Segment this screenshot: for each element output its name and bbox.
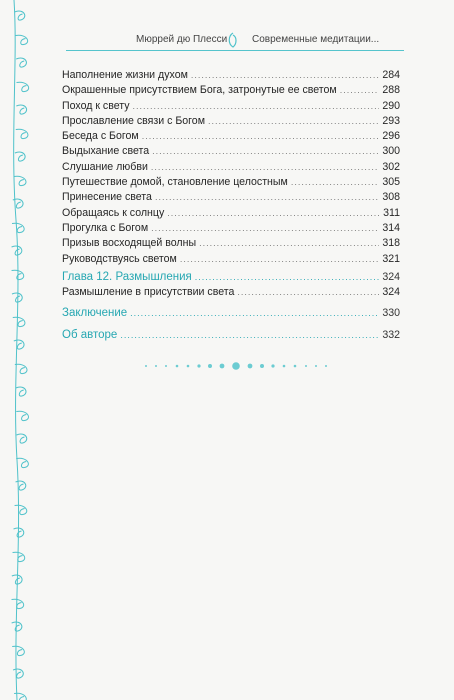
vine-leaf-icon bbox=[15, 152, 25, 161]
toc-entry-title: Размышление в присутствии света bbox=[62, 286, 235, 299]
leader-dots bbox=[130, 306, 379, 321]
vine-leaf-icon bbox=[13, 199, 23, 208]
vine-decoration-icon bbox=[8, 0, 42, 700]
leader-dots bbox=[151, 221, 379, 236]
running-header bbox=[100, 34, 400, 48]
vine-leaf-icon bbox=[13, 552, 25, 561]
toc-entry-page: 308 bbox=[382, 191, 400, 204]
about-author-page: 332 bbox=[382, 328, 400, 341]
toc-entry bbox=[62, 160, 400, 175]
leader-dots bbox=[133, 99, 380, 114]
toc-entry bbox=[62, 68, 400, 83]
header-author: Мюррей дю Плесси bbox=[136, 34, 228, 45]
toc-entry-title: Окрашенные присутствием Бога, затронутые ее светом bbox=[62, 84, 337, 97]
toc-entry-title: Поход к свету bbox=[62, 99, 130, 112]
vine-leaf-icon bbox=[16, 58, 26, 67]
vine-leaf-icon bbox=[16, 35, 28, 44]
leader-dots bbox=[199, 236, 379, 251]
toc-entry-page: 302 bbox=[382, 160, 400, 173]
about-author-title: Об авторе bbox=[62, 328, 118, 341]
vine-leaf-icon bbox=[15, 11, 25, 20]
toc-entry bbox=[62, 206, 400, 221]
toc-entry-title: Прославление связи с Богом bbox=[62, 114, 205, 127]
leader-dots bbox=[291, 175, 380, 190]
vine-leaf-icon bbox=[12, 293, 22, 302]
toc-entry-page: 284 bbox=[382, 69, 400, 81]
toc-entry-title: Наполнение жизни духом bbox=[62, 69, 188, 81]
chapter-page: 324 bbox=[382, 270, 400, 283]
toc-entry-title: Беседа с Богом bbox=[62, 130, 139, 143]
leader-dots bbox=[195, 270, 380, 285]
leader-dots bbox=[180, 252, 379, 267]
vine-leaf-icon bbox=[14, 176, 26, 185]
toc-entry-title: Выдыхание света bbox=[62, 145, 150, 158]
toc-entry-title: Слушание любви bbox=[62, 160, 148, 173]
toc-entry bbox=[62, 236, 400, 251]
leader-dots bbox=[120, 328, 379, 343]
toc-entry-page: 290 bbox=[382, 99, 400, 112]
vine-leaf-icon bbox=[13, 317, 25, 326]
vine-leaf-icon bbox=[16, 481, 26, 490]
toc-chapter-12 bbox=[62, 270, 400, 285]
dot-ornament-icon bbox=[140, 360, 332, 372]
toc-entry-page: 318 bbox=[382, 237, 400, 250]
toc-entry bbox=[62, 83, 400, 98]
toc-entry-title: Призыв восходящей волны bbox=[62, 237, 197, 250]
leader-dots bbox=[340, 83, 380, 98]
chapter-title: Глава 12. Размышления bbox=[62, 270, 192, 283]
leader-dots bbox=[155, 190, 379, 205]
toc-entry-page: 305 bbox=[382, 176, 400, 189]
vine-leaf-icon bbox=[16, 387, 26, 396]
conclusion-title: Заключение bbox=[62, 307, 128, 320]
toc-entry-page: 296 bbox=[382, 130, 400, 143]
vine-leaf-icon bbox=[16, 458, 28, 467]
toc-entry bbox=[62, 129, 400, 144]
leader-dots bbox=[152, 144, 379, 159]
leader-dots bbox=[151, 160, 379, 175]
toc-entry-page: 288 bbox=[382, 84, 400, 97]
leader-dots bbox=[191, 68, 379, 83]
vine-leaf-icon bbox=[12, 646, 24, 655]
vine-leaf-icon bbox=[16, 434, 26, 443]
toc-entry bbox=[62, 252, 400, 267]
toc-entry-title: Руководствуясь светом bbox=[62, 252, 177, 265]
leader-dots bbox=[208, 114, 379, 129]
vine-leaf-icon bbox=[16, 129, 28, 138]
vine-leaf-icon bbox=[15, 505, 27, 514]
toc-entry-page: 300 bbox=[382, 145, 400, 158]
toc-entry bbox=[62, 285, 400, 300]
toc-entry-title: Прогулка с Богом bbox=[62, 221, 149, 234]
toc-conclusion bbox=[62, 306, 400, 321]
toc-entry-title: Обращаясь к солнцу bbox=[62, 206, 165, 219]
toc-entry-page: 324 bbox=[382, 286, 400, 299]
leader-dots bbox=[237, 285, 379, 300]
toc-about-author bbox=[62, 328, 400, 343]
header-book-title: Современные медитации... bbox=[252, 34, 380, 45]
vine-leaf-icon bbox=[14, 340, 24, 349]
header-swirl-icon bbox=[226, 32, 240, 48]
vine-leaf-icon bbox=[12, 246, 22, 255]
toc-entry bbox=[62, 144, 400, 159]
toc-entry-title: Принесение света bbox=[62, 191, 152, 204]
toc-entry-page: 321 bbox=[382, 252, 400, 265]
vine-leaf-icon bbox=[12, 599, 24, 608]
toc-entry-page: 314 bbox=[382, 221, 400, 234]
toc-entry-title: Путешествие домой, становление целостным bbox=[62, 176, 288, 189]
toc-entry bbox=[62, 175, 400, 190]
vine-leaf-icon bbox=[16, 411, 28, 420]
table-of-contents bbox=[62, 68, 400, 343]
vine-leaf-icon bbox=[12, 223, 24, 232]
vine-leaf-icon bbox=[16, 82, 28, 91]
toc-entry bbox=[62, 221, 400, 236]
conclusion-page: 330 bbox=[382, 307, 400, 320]
vine-leaf-icon bbox=[16, 105, 26, 114]
toc-entry bbox=[62, 190, 400, 205]
vine-leaf-icon bbox=[13, 669, 23, 678]
leader-dots bbox=[167, 206, 380, 221]
toc-entry bbox=[62, 114, 400, 129]
toc-entry-page: 293 bbox=[382, 114, 400, 127]
header-divider bbox=[66, 50, 404, 51]
toc-entry bbox=[62, 99, 400, 114]
vine-leaf-icon bbox=[14, 693, 26, 700]
toc-entry-page: 311 bbox=[383, 206, 400, 219]
leader-dots bbox=[142, 129, 380, 144]
